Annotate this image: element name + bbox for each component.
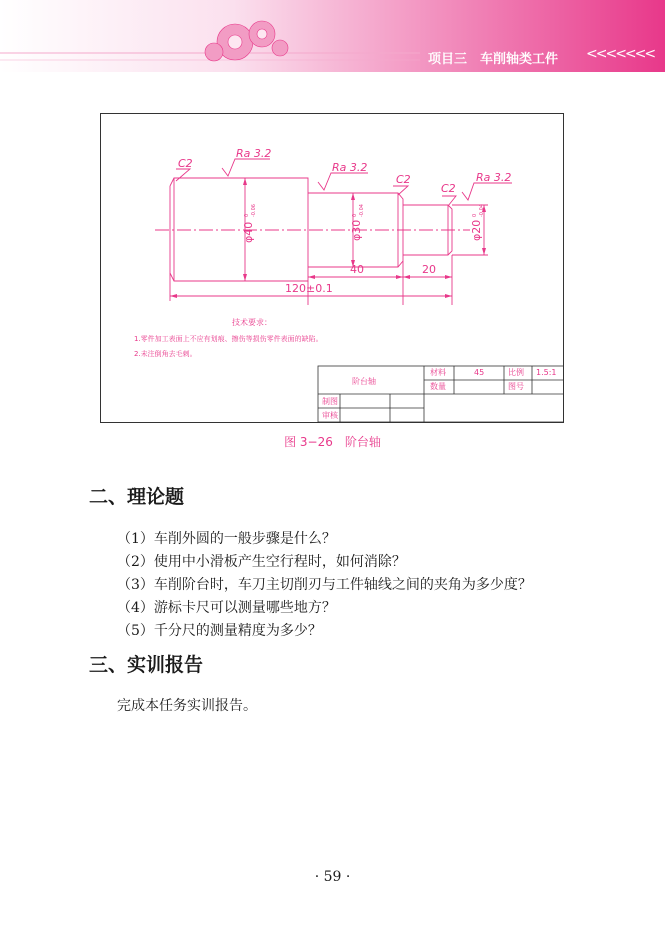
tech-requirement-2: 2.未注倒角去毛刺。 <box>134 350 197 358</box>
question-item: （5）千分尺的测量精度为多少？ <box>117 623 322 639</box>
length-120-label: 120±0.1 <box>285 282 333 295</box>
tech-requirements-title: 技术要求： <box>232 318 272 327</box>
report-instruction: 完成本任务实训报告。 <box>117 698 257 714</box>
quantity-label: 数量 <box>430 382 446 391</box>
material-value: 45 <box>474 368 485 377</box>
tolerance-upper: 0 <box>352 213 358 217</box>
page-header <box>0 0 665 72</box>
question-item: （4）游标卡尺可以测量哪些地方？ <box>117 600 336 616</box>
tolerance-lower: -0.06 <box>251 204 257 217</box>
scale-value: 1.5:1 <box>536 368 557 377</box>
tolerance-lower: -0.04 <box>479 204 485 217</box>
shaft-outline <box>170 178 452 281</box>
tolerance-upper: 0 <box>244 213 250 217</box>
diameter-30-label: φ30 <box>350 219 363 241</box>
chamfer-label: C2 <box>178 157 193 170</box>
header-arrows-decoration: <<<<<<< <box>586 46 655 62</box>
roughness-label: Ra 3.2 <box>236 147 272 160</box>
engineering-drawing <box>100 113 564 423</box>
roughness-label: Ra 3.2 <box>476 171 512 184</box>
section-heading-theory: 二、理论题 <box>89 486 185 508</box>
chamfer-label: C2 <box>396 173 411 186</box>
drawing-number-label: 图号 <box>508 382 524 391</box>
material-label: 材料 <box>430 368 446 377</box>
question-item: （1）车削外圆的一般步骤是什么？ <box>117 531 336 547</box>
section-heading-report: 三、实训报告 <box>89 654 204 676</box>
diameter-40-label: φ40 <box>242 221 255 243</box>
length-40-label: 40 <box>350 263 364 276</box>
roughness-label: Ra 3.2 <box>332 161 368 174</box>
title-block <box>318 366 564 422</box>
tolerance-lower: -0.04 <box>359 204 365 217</box>
figure-caption: 图 3−26 阶台轴 <box>284 435 381 449</box>
header-title: 项目三 车削轴类工件 <box>428 52 559 67</box>
part-name: 阶台轴 <box>352 377 376 386</box>
question-item: （2）使用中小滑板产生空行程时，如何消除？ <box>117 554 406 570</box>
scale-label: 比例 <box>508 368 524 377</box>
tolerance-upper: 0 <box>472 213 478 217</box>
length-20-label: 20 <box>422 263 436 276</box>
header-band <box>0 0 665 72</box>
drawn-by-label: 制图 <box>322 397 338 406</box>
chamfer-label: C2 <box>441 182 456 195</box>
page-number: · 59 · <box>314 869 351 885</box>
tech-requirement-1: 1.零件加工表面上不应有划痕、擦伤等损伤零件表面的缺陷。 <box>134 335 323 343</box>
question-item: （3）车削阶台时，车刀主切削刃与工件轴线之间的夹角为多少度？ <box>117 577 532 593</box>
diameter-20-label: φ20 <box>470 219 483 241</box>
checked-by-label: 审核 <box>322 411 338 420</box>
